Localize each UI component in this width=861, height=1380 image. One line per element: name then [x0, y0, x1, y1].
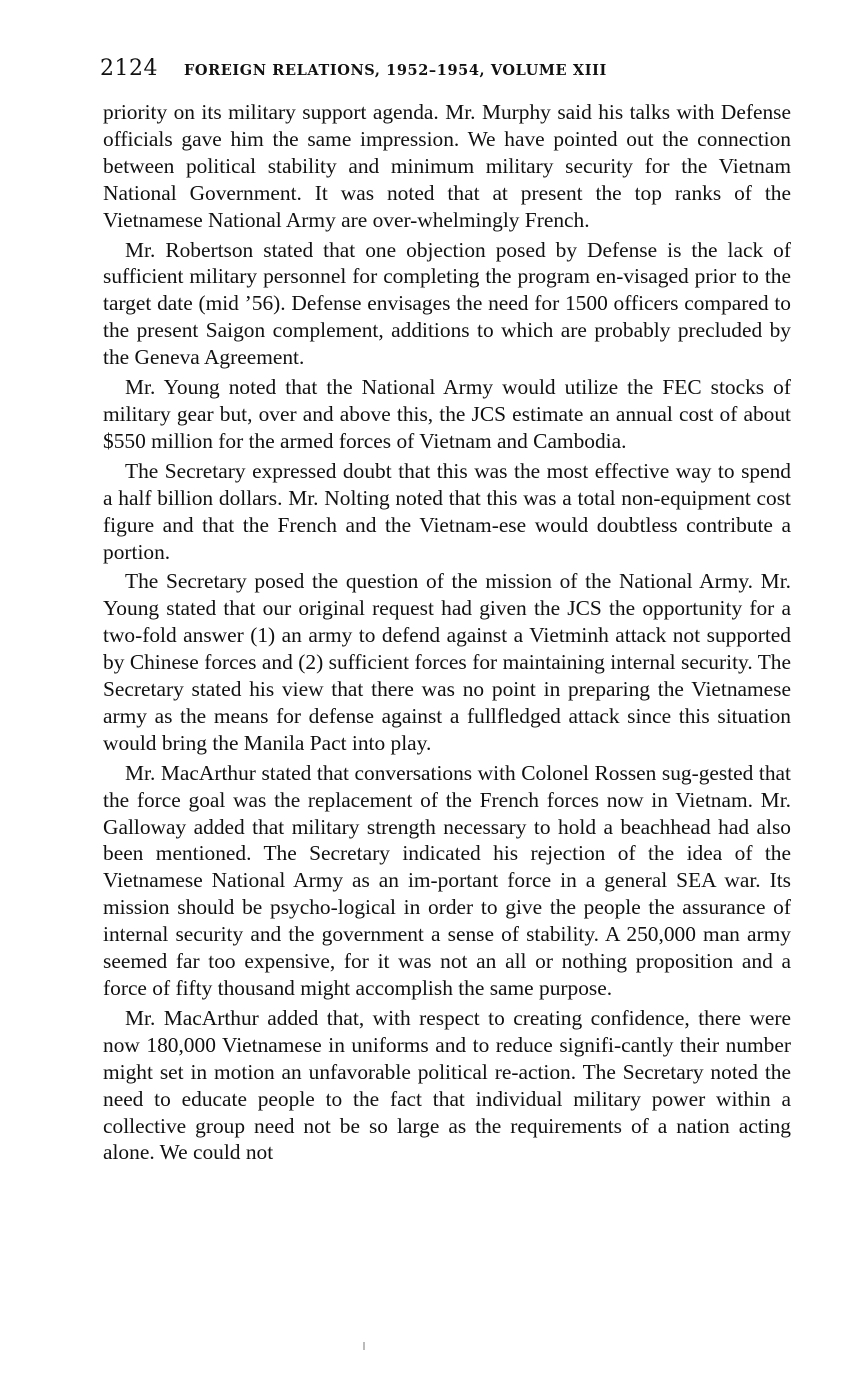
body-text [103, 99, 791, 1166]
paragraph-macarthur-force-goal: Mr. MacArthur stated that conversations with Colonel Rossen sug-gested that the force goal was the replacement of the French forces now in Vietnam. Mr. Galloway added that military strength necessary to hold a beachhead had also been mentioned. The Secretary indicated his rejection of the idea of the Vietnamese National Army as an im-portant force in a general SEA war. Its mission should be psycho-logical in order to give the people the assurance of internal security and the government a sense of stability. A 250,000 man army seemed far too expensive, for it was not an all or nothing proposition and a force of fifty thousand might accomplish the same purpose. [103, 760, 791, 1000]
paragraph-secretary-doubt: The Secretary expressed doubt that this was the most effective way to spend a half billion dollars. Mr. Nolting noted that this was a total non-equipment cost figure and that the French and the Vietnam-ese would doubtless contribute a portion. [103, 458, 791, 564]
paragraph-robertson: Mr. Robertson stated that one objection posed by Defense is the lack of sufficient military personnel for completing the program en-visaged prior to the target date (mid ’56). Defense envisages the need for 1500 officers compared to the present Saigon complement, additions to which are probably precluded by the Geneva Agreement. [103, 237, 791, 370]
paragraph-continuation: priority on its military support agenda. Mr. Murphy said his talks with Defense officials gave him the same impression. We have pointed out the connection between political stability and minimum military security for the Vietnam National Government. It was noted that at present the top ranks of the Vietnamese National Army are over-whelmingly French. [103, 100, 791, 232]
paragraph-mission: The Secretary posed the question of the mission of the National Army. Mr. Young stated that our original request had given the JCS the opportunity for a two-fold answer (1) an army to defend against a Vietminh attack not supported by Chinese forces and (2) sufficient forces for maintaining internal security. The Secretary stated his view that there was no point in preparing the Vietnamese army as the means for defense against a fullfledged attack since this situation would bring the Manila Pact into play. [103, 569, 791, 755]
page-header [100, 56, 800, 92]
running-head: FOREIGN RELATIONS, 1952–1954, VOLUME XIII [184, 62, 607, 79]
page-number: 2124 [100, 56, 158, 81]
paragraph-young: Mr. Young noted that the National Army would utilize the FEC stocks of military gear but, over and above this, the JCS estimate an annual cost of about $550 million for the armed forces of Vietnam and Cambodia. [103, 375, 791, 453]
scan-mark [363, 1342, 365, 1350]
paragraph-macarthur-confidence: Mr. MacArthur added that, with respect to creating confidence, there were now 180,000 Vietnamese in uniforms and to reduce signifi-cantly their number might set in motion an unfavorable political re-action. The Secretary noted the need to educate people to the fact that individual military power within a collective group need not be so large as the requirements of a nation acting alone. We could not [103, 1005, 791, 1165]
